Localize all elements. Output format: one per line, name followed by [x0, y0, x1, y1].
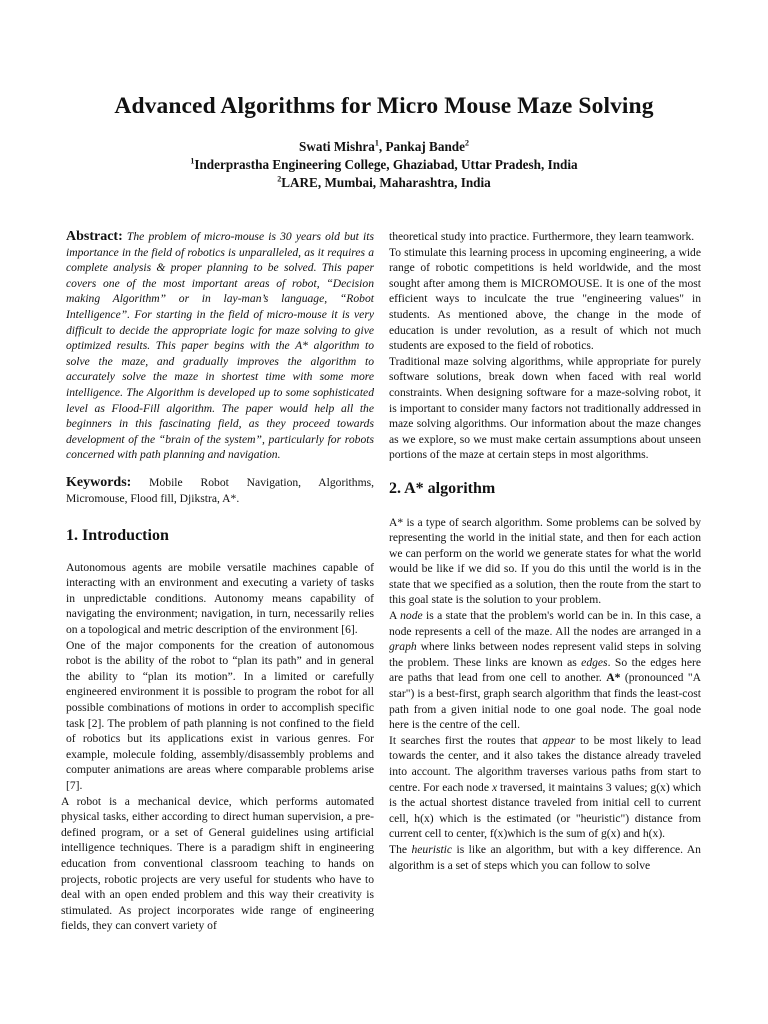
- right-paragraph-2: Traditional maze solving algorithms, while appropriate for purely software solutions, break down when faced with real world constraints. When designing software for a maze-solving robot, it is important to consider many factors not traditionally addressed in maze solving algorithms. Our information about the maze changes as we explore, so we must make certain assumptions about unseen portions of the maze at certain steps in most algorithms.: [389, 354, 701, 462]
- affiliation-2: $^2$LARE, Mumbai, Maharashtra, India: [277, 174, 491, 190]
- astar-paragraph-2: A node is a state that the problem's world can be in. In this case, a node represents a cell of the maze. All the nodes are arranged in a graph where links between nodes represent valid steps in solving the problem. These links are known as edges. So the edges here are paths that lead from one cell to another. A* (pronounced "A star") is a best-first, graph search algorithm that finds the least-cost path from a given initial node to one goal node. The goal node here is the centre of the cell.: [389, 609, 701, 732]
- astar-paragraph-4: The heuristic is like an algorithm, but with a key difference. An algorithm is a set of steps which you can follow to solve: [389, 842, 701, 872]
- abstract-label: Abstract:: [66, 229, 123, 244]
- intro-paragraph-3: A robot is a mechanical device, which performs automated physical tasks, either according to direct human supervision, a pre-defined program, or a set of General guidelines using artificial intelligence techniques. There is a paradigm shift in engineering education from conventional classroom teaching to hands on projects, robotic projects are very useful for students who have to deal with an open ended problem and this way their creativity is stimulated. As project incorporates wide range of engineering fields, they can convert variety of: [61, 794, 374, 933]
- keywords-text: Mobile Robot Navigation, Algorithms, Micromouse, Flood fill, Djikstra, A*.: [66, 475, 374, 505]
- section-heading-astar: 2. A* algorithm: [389, 479, 496, 497]
- keywords: [66, 475, 374, 506]
- abstract-text: The problem of micro-mouse is 30 years old but its importance in the field of robotics is unparalleled, as it requires a complete analysis & proper planning to be solved. This paper covers one of the most important areas of robot, “Decision making Algorithm” or in lay-man’s language, “Robot Intelligence”. For starting in the field of micro-mouse it is very difficult to decide the appropriate logic for maze solving to give optimized results. This paper begins with the A* algorithm to solve the maze, and gradually improves the algorithm to accurately solve the maze in shortest time with some more intelligence. The Algorithm is developed up to some sophisticated level as Flood-Fill algorithm. The paper would help all the beginners in this fascinating field, as they proceed towards development of the “brain of the system”, particularly for robots concerned with path planning and navigation.: [66, 230, 374, 462]
- author-names: Swati Mishra$^1$, Pankaj Bande$^2$: [299, 138, 469, 154]
- affiliation-1: $^1$Inderprastha Engineering College, Ghaziabad, Uttar Pradesh, India: [190, 156, 578, 172]
- astar-paragraph-3: It searches first the routes that appear to be most likely to lead towards the center, and it also takes the distance already traveled into account. The algorithm traverses various paths from start to centre. For each node x traversed, it maintains 3 values; g(x) which is the actual shortest distance traveled from initial cell to current cell, h(x) which is the estimated (or "heuristic") distance from current cell to center, f(x)which is the sum of g(x) and h(x).: [389, 733, 702, 841]
- keywords-label: Keywords:: [66, 474, 132, 490]
- right-paragraph-1: To stimulate this learning process in upcoming engineering, a wide range of robotic competitions is held worldwide, and the most sought after among them is MICROMOUSE. It is one of the most efficient ways to inculcate the true "engineering values" in students. As mentioned above, the change in the mode of education is under revolution, as a result of which not much students are exposed to the field of robotics.: [389, 245, 701, 353]
- right-column: [389, 229, 701, 873]
- astar-paragraph-1: A* is a type of search algorithm. Some problems can be solved by representing the world in the initial state, and then for each action we can perform on the world we generate states for what the world would be like if we did so. If you do this until the world is in the state that we specified as a solution, then the route from the start to this goal state is the solution to your problem.: [389, 515, 701, 607]
- left-column: [61, 229, 374, 934]
- section-heading-introduction: 1. Introduction: [66, 527, 169, 545]
- paper-title: Advanced Algorithms for Micro Mouse Maze Solving: [114, 93, 654, 119]
- right-paragraph-0: theoretical study into practice. Furthermore, they learn teamwork.: [389, 230, 695, 243]
- intro-paragraph-2: One of the major components for the creation of autonomous robot is the ability of the robot to “plan its path” and in general the ability to “plan its motion”. In a limited or carefully engineered environment it is possible to program the robot for all possible combinations of motions in order to accomplish specific task [2]. The problem of path planning is not confined to the field of robotics but its applications exist in various genres. For example, molecule folding, assembly/disassembly problems and computer animations are areas where comparable problems arise [7].: [66, 638, 374, 792]
- author-block: [0, 138, 768, 192]
- abstract: [66, 229, 374, 463]
- intro-paragraph-1: Autonomous agents are mobile versatile machines capable of interacting with an environment and executing a variety of tasks in unpredictable conditions. Autonomy means capability of navigating the environment; navigation, in turn, necessarily relies on a topological and metric description of the environment [6].: [66, 560, 374, 637]
